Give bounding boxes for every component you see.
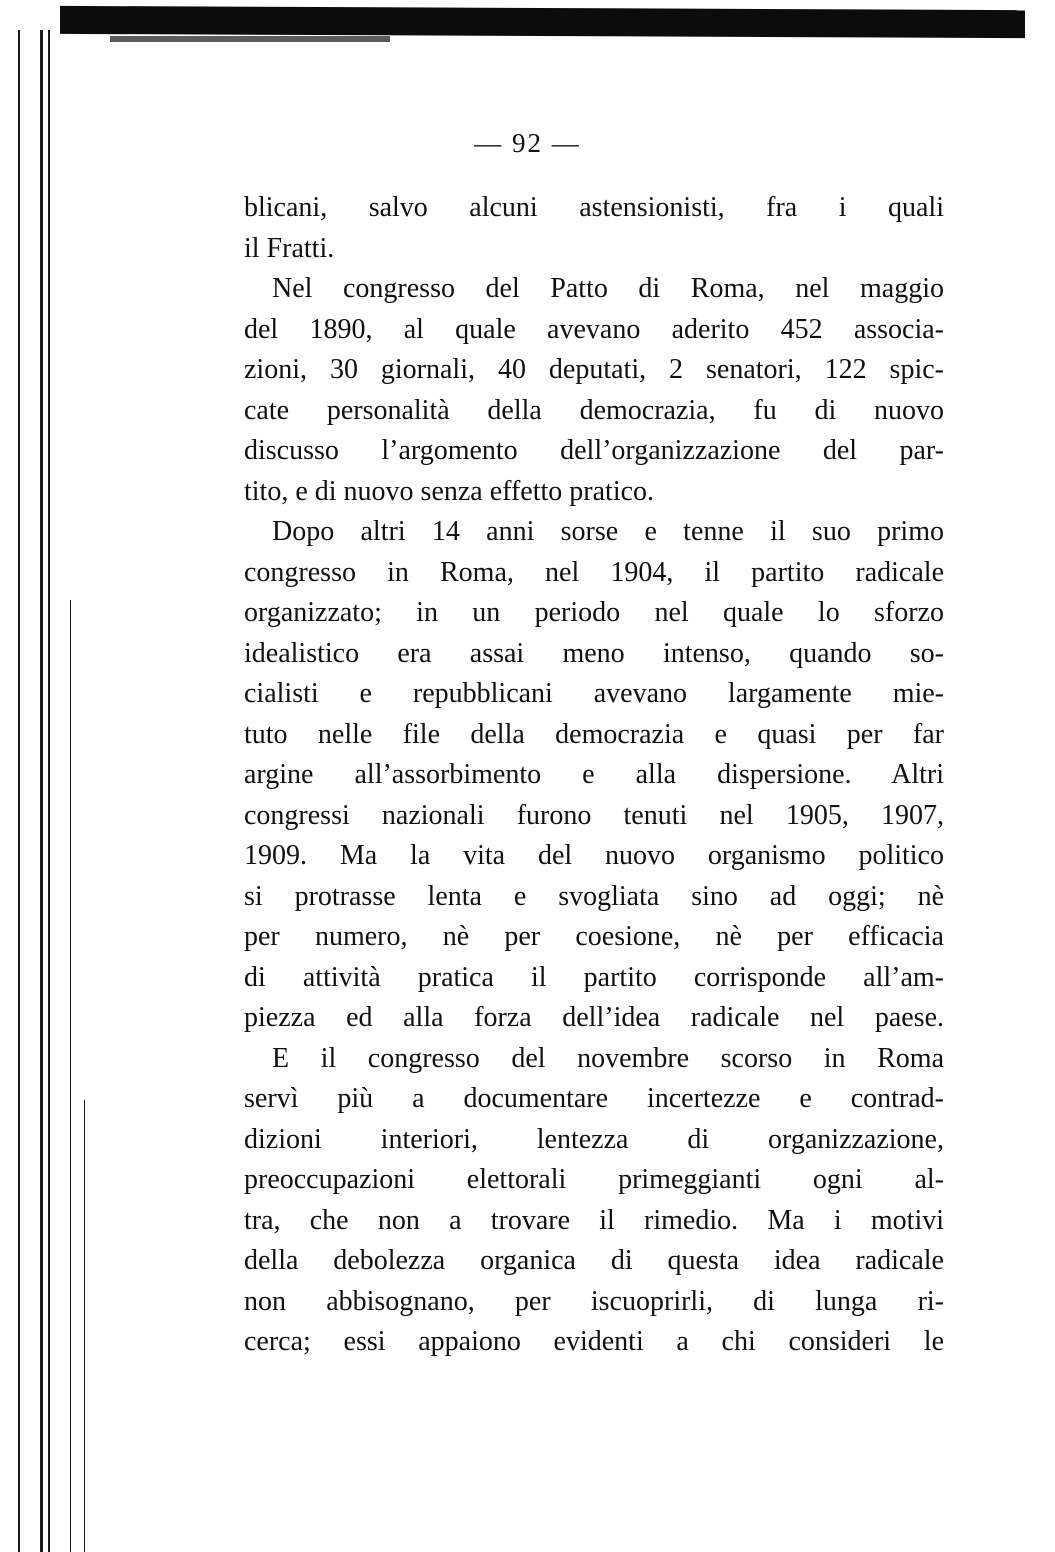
text-line: 1909. Ma la vita del nuovo organismo politico [244,840,944,871]
binding-edge-line [48,30,50,1552]
text-line: preoccupazioni elettorali primeggianti ogni al- [244,1164,944,1195]
text-line: discusso l’argomento dell’organizzazione del par- [244,435,944,466]
text-line: tuto nelle file della democrazia e quasi per far [244,718,944,750]
text-line: di attività pratica il partito corrisponde all’am- [244,961,944,993]
text-line: tito, e di nuovo senza effetto pratico. [244,475,655,507]
binding-edge-line [70,600,71,1552]
text-line: Dopo altri 14 anni sorse e tenne il suo primo [272,516,944,547]
text-line: congresso in Roma, nel 1904, il partito radicale [244,556,944,588]
text-line: cerca; essi appaiono evidenti a chi consideri le [244,1326,944,1357]
text-line: Nel congresso del Patto di Roma, nel maggio [272,273,944,304]
text-line: zioni, 30 giornali, 40 deputati, 2 senatori, 122 spic- [244,354,944,385]
binding-edge-line [84,1100,85,1552]
text-line: il Fratti. [244,232,335,264]
text-line: si protrasse lenta e svogliata sino ad oggi; nè [244,880,944,912]
text-line: per numero, nè per coesione, nè per efficacia [244,921,944,952]
text-line: organizzato; in un periodo nel quale lo sforzo [244,597,944,628]
binding-edge-line [18,30,20,1552]
text-line: E il congresso del novembre scorso in Roma [272,1042,944,1074]
text-line: idealistico era assai meno intenso, quando so- [244,637,944,669]
text-line: blicani, salvo alcuni astensionisti, fra i quali [244,192,944,223]
text-line: dizioni interiori, lentezza di organizzazione, [244,1123,944,1155]
scan-edge-shadow-tail [110,36,390,42]
text-line: servì più a documentare incertezze e contrad- [244,1083,944,1114]
text-line: cate personalità della democrazia, fu di nuovo [244,394,944,426]
text-line: piezza ed alla forza dell’idea radicale nel paese. [244,1002,944,1033]
scan-edge-shadow [60,6,1025,38]
text-line: cialisti e repubblicani avevano largamente mie- [244,678,944,709]
text-line: tra, che non a trovare il rimedio. Ma i motivi [244,1204,944,1236]
text-line: della debolezza organica di questa idea radicale [244,1245,944,1276]
text-line: non abbisognano, per iscuoprirli, di lunga ri- [244,1285,944,1317]
text-line: del 1890, al quale avevano aderito 452 associa- [244,313,944,345]
text-line: congressi nazionali furono tenuti nel 1905, 1907, [244,799,944,831]
text-line: argine all’assorbimento e alla dispersione. Altri [244,759,944,790]
body-text [244,188,944,1363]
page-number: — 92 — [474,128,581,158]
binding-edge-line [40,30,43,1552]
